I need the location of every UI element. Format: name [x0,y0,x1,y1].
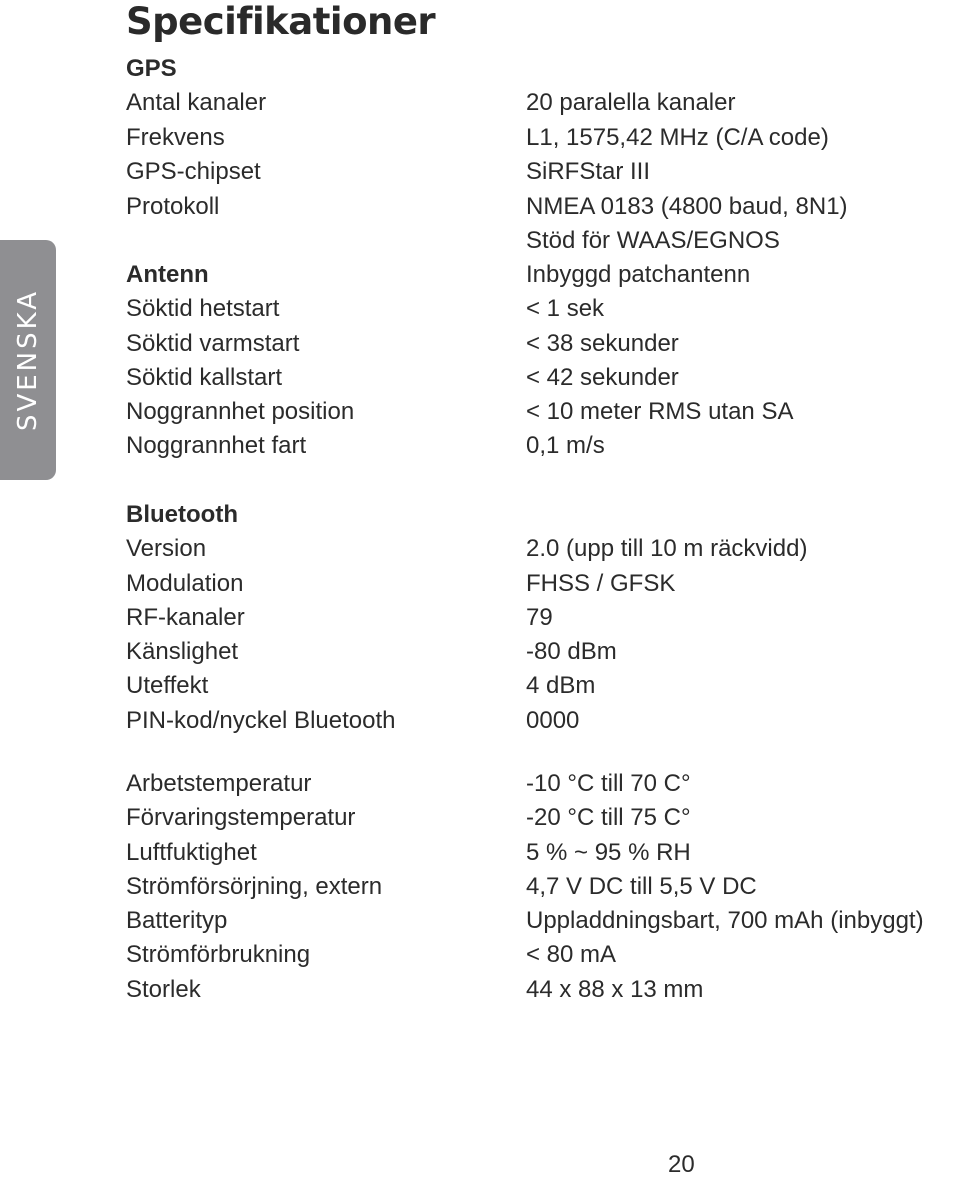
spec-value: L1, 1575,42 MHz (C/A code) [526,124,829,151]
spec-value: SiRFStar III [526,158,651,185]
spec-value: Inbyggd patchantenn [526,261,751,288]
spec-value: 5 % ~ 95 % RH [526,839,691,866]
spec-value: 20 paralella kanaler [526,89,736,116]
spec-label: Arbetstemperatur [126,770,312,797]
spec-label: Strömförbrukning [126,941,311,968]
spec-value: -20 °C till 75 C° [526,804,691,831]
spec-value: < 38 sekunder [526,330,679,357]
spec-label: Uteffekt [126,672,209,699]
spec-value: 0000 [526,707,580,734]
page-title: Specifikationer [126,0,436,43]
spec-label: Känslighet [126,638,239,665]
spec-value: 4 dBm [526,672,596,699]
spec-value: 4,7 V DC till 5,5 V DC [526,873,757,900]
spec-value: -10 °C till 70 C° [526,770,691,797]
spec-label: Luftfuktighet [126,839,257,866]
spec-label: Noggrannhet fart [126,432,307,459]
spec-value: 44 x 88 x 13 mm [526,976,704,1003]
spec-label: Antal kanaler [126,89,267,116]
spec-value: FHSS / GFSK [526,570,676,597]
spec-value: 79 [526,604,553,631]
section-heading-label: GPS [126,55,177,82]
spec-value: NMEA 0183 (4800 baud, 8N1) [526,193,848,220]
spec-label: Söktid kallstart [126,364,283,391]
spec-label: Modulation [126,570,244,597]
spec-value: 2.0 (upp till 10 m räckvidd) [526,535,808,562]
spec-value: < 80 mA [526,941,617,968]
spec-label: GPS-chipset [126,158,261,185]
spec-value: -80 dBm [526,638,617,665]
spec-label: Protokoll [126,193,220,220]
side-language-tab [0,240,56,480]
spec-value: < 1 sek [526,295,605,322]
spec-value: 0,1 m/s [526,432,605,459]
spec-value: < 10 meter RMS utan SA [526,398,794,425]
spec-label: RF-kanaler [126,604,245,631]
page-number: 20 [668,1151,695,1178]
spec-label: Noggrannhet position [126,398,355,425]
spec-label: Batterityp [126,907,228,934]
spec-label: PIN-kod/nyckel Bluetooth [126,707,396,734]
spec-label: Förvaringstemperatur [126,804,356,831]
side-language-label: SVENSKA [13,288,43,432]
section-heading-label: Bluetooth [126,501,238,528]
spec-label: Söktid varmstart [126,330,300,357]
spec-label: Version [126,535,207,562]
spec-value: Stöd för WAAS/EGNOS [526,227,780,254]
spec-value: Uppladdningsbart, 700 mAh (inbyggt) [526,907,924,934]
spec-label: Strömförsörjning, extern [126,873,383,900]
spec-label: Antenn [126,261,209,288]
spec-label: Storlek [126,976,201,1003]
spec-label: Söktid hetstart [126,295,280,322]
spec-label: Frekvens [126,124,225,151]
spec-value: < 42 sekunder [526,364,679,391]
